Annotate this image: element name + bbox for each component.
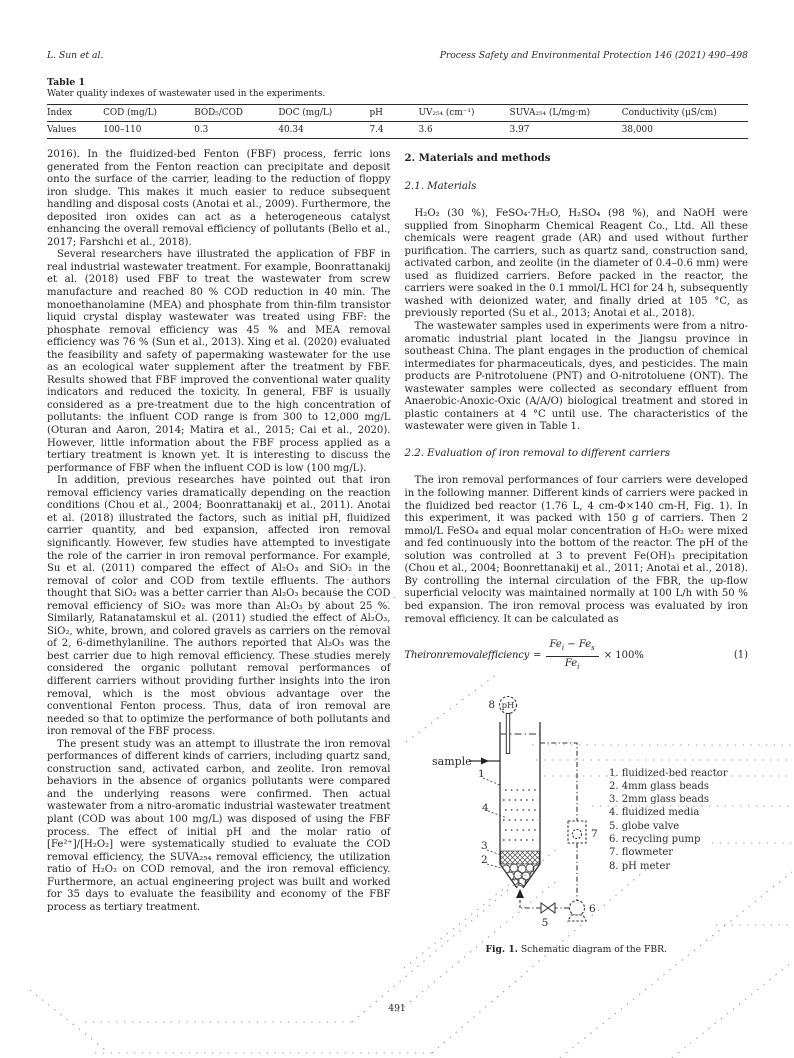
figure-caption-label: Fig. 1. [485,943,518,955]
callout-2: 2 [480,854,488,867]
callout-6: 6 [588,903,596,916]
table-caption: Water quality indexes of wastewater used in the experiments. [47,89,326,99]
paragraph: H₂O₂ (30 %), FeSO₄·7H₂O, H₂SO₄ (98 %), and NaOH were supplied from Sinopharm Chemical Reagent Co., Ltd. All these chemicals were reagent grade (AR) and used without further purification. The carriers, such as quartz sand, construction sand, activated carbon, and zeolite (in the diameter of 0.4–0.6 mm) were used as fluidized carriers. Before packed in the reactor, the carriers were soaked in the 0.1 mmol/L HCl for 24 h, subsequently washed with deionized water, and finally dried at 105 °C, as previously reported (Su et al., 2013; Anotai et al., 2018). [404,208,748,320]
figure-1 [405,695,749,956]
section-heading-materials-methods: 2. Materials and methods [404,152,551,164]
glass-beads-4mm [502,864,541,891]
recycling-pump-icon [568,901,586,922]
table-cell: 40.34 [278,125,304,135]
paragraph: The iron removal performances of four carriers were developed in the following manner. Different kinds of carriers were packed in the fluidized bed reactor (1.76 L, 4 cm-Φ×140 cm-H, Fig. 1). In this experiment, it was packed with 150 g of carriers. Then 2 mmol/L FeSO₄ and equal molar concentration of H₂O₂ were mixed and fed continuously into the bottom of the reactor. The pH of the solution was controlled at 3 to prevent Fe(OH)₃ precipitation (Chou et al., 2004; Boonrettanakij et al., 2011; Anotai et al., 2018). By controlling the internal circulation of the FBR, the up-flow superficial velocity was maintained normally at 100 L/h with 50 % bed expansion. The iron removal process was evaluated by iron removal efficiency. It can be calculated as [404,475,748,625]
col-header: Conductivity (μS/cm) [621,108,717,118]
globe-valve-icon [541,903,555,913]
callout-5: 5 [541,917,548,930]
table-cell: 7.4 [369,125,384,135]
ph-meter-icon [499,697,516,754]
figure-caption [405,944,749,957]
fbr-schematic-diagram [405,695,748,933]
running-head-author: L. Sun et al. [47,50,104,61]
paragraph: 2016). In the fluidized-bed Fenton (FBF) process, ferric ions generated from the Fenton reaction can precipitate and deposit onto the surface of the carrier, leading to the reduction of floppy iron sludge. This makes it much easier to reduce subsequent handling and disposal costs (Anotai et al., 2009). Furthermore, the deposited iron oxides can act as a heterogeneous catalyst enhancing the overall removal efficiency of pollutants (Bello et al., 2017; Farshchi et al., 2018). [47,149,391,248]
equals-sign: = [533,649,542,661]
paragraph: In addition, previous researches have pointed out that iron removal efficiency varies dramatically depending on the reaction conditions (Chou et al., 2004; Boonrattanakij et al., 2011). Anotai et al. (2018) illustrated the factors, such as initial pH, fluidized carrier quantity, and bed expansion, affected iron removal significantly. However, few studies have attempted to investigate the role of the carrier in iron removal performance. For example, Su et al. (2011) compared the effect of Al₂O₃ and SiO₂ in the removal of color and COD from textile effluents. The authors thought that SiO₂ was a better carrier than Al₂O₃ because the COD removal efficiency of SiO₂ was more than Al₂O₃ by about 25 %. Similarly, Ratanatamskul et al. (2011) studied the effect of Al₂O₃, SiO₂, white, brown, and colored gravels as carriers on the removal of 2, 6-dimethylaniline. The authors reported that Al₂O₃ was the best carrier due to high removal efficiency. These studies merely considered the organic pollutant removal performances of different carriers without providing further insights into the iron removal, which is the most obvious advantage over the conventional Fenton process. Thus, data of iron removal are needed so that to optimize the performance of both pollutants and iron removal of the FBF process. [47,475,391,738]
equation-1 [405,639,749,673]
fluidized-media [503,790,538,840]
callout-4: 4 [481,802,489,815]
sample-arrow [469,758,500,765]
article-body [47,149,748,956]
table-1-block [47,77,748,139]
col-header: UV₂₅₄ (cm⁻¹) [418,108,475,118]
col-header: COD (mg/L) [103,108,157,118]
equation-multiplier: × 100% [603,649,644,661]
col-header: pH [369,108,383,118]
fraction-denominator: $Fe_i$ [564,657,580,671]
figure-caption-text: Schematic diagram of the FBR. [520,943,667,955]
fraction-numerator: $Fe_i - Fe_s$ [546,639,599,657]
running-head [47,50,748,61]
glass-beads-2mm [500,851,539,864]
callout-3: 3 [480,840,488,853]
table-cell: 3.6 [418,125,433,135]
equation-lhs: Theironremovalefficiency [404,649,530,661]
flowmeter-icon [568,821,586,843]
ph-meter-label: pH [501,701,514,712]
equation-number: (1) [733,649,748,661]
left-column [47,149,391,956]
subsection-heading-evaluation: 2.2. Evaluation of iron removal to different carriers [404,447,671,459]
table-label: Table 1 [47,77,86,88]
col-header: DOC (mg/L) [278,108,333,118]
legend-item: 3. 2mm glass beads [608,794,709,806]
col-header: BOD₅/COD [194,108,244,118]
inlet-arrow [516,889,524,908]
water-quality-table [47,104,748,139]
legend-item: 7. flowmeter [608,847,673,859]
subsection-heading-materials: 2.1. Materials [404,180,477,192]
figure-legend [609,768,728,872]
running-head-journal: Process Safety and Environmental Protection 146 (2021) 490–498 [439,50,748,61]
table-cell: 0.3 [194,125,209,135]
page-number: 491 [388,1003,406,1014]
legend-item: 8. pH meter [608,861,670,873]
table-cell: 100–110 [103,125,142,135]
callout-1: 1 [477,768,485,781]
table-cell: 38,000 [621,125,653,135]
legend-item: 1. fluidized-bed reactor [608,768,728,780]
table-cell: 3.97 [509,125,530,135]
paragraph: The present study was an attempt to illustrate the iron removal performances of different kinds of carriers, including quartz sand, construction sand, activated carbon, and zeolite. Iron removal behaviors in the absence of organics pollutants were compared and the underlying reasons were confirmed. Then actual wastewater from a nitro-aromatic industrial wastewater treatment plant (COD was about 100 mg/L) was disposed of using the FBF process. The effect of initial pH and the molar ratio of [Fe²⁺]/[H₂O₂] were systematically studied to evaluate the COD removal efficiency, the SUVA₂₅₄ removal efficiency, the utilization ratio of H₂O₂ on COD removal, and the iron removal efficiency. Furthermore, an actual engineering project was built and worked for 35 days to evaluate the feasibility and economy of the FBF process as tertiary treatment. [47,738,391,913]
right-column [405,149,749,956]
callout-7: 7 [590,828,598,841]
table-cell: Values [47,125,77,135]
callout-8: 8 [487,699,495,712]
legend-item: 4. fluidized media [608,807,699,819]
col-header: SUVA₂₅₄ (L/mg·m) [509,108,591,118]
legend-item: 5. globe valve [608,821,679,833]
legend-item: 2. 4mm glass beads [608,781,709,793]
table-header-row [47,105,748,122]
paragraph: The wastewater samples used in experiments were from a nitro-aromatic industrial plant located in the Jiangsu province in southeast China. The plant engages in the production of chemical intermediates for pharmaceuticals, dyes, and pesticides. The main products are P-nitrotoluene (PNT) and O-nitrotoluene (ONT). The wastewater samples were collected as secondary effluent from Anaerobic-Anoxic-Oxic (A/A/O) biological treatment and stored in plastic containers at 4 °C until use. The characteristics of the wastewater were given in Table 1. [404,321,748,433]
col-header: Index [47,108,73,118]
table-row [47,122,748,139]
equation-fraction [546,639,599,673]
legend-item: 6. recycling pump [608,834,700,846]
sample-label: sample [431,755,472,769]
paragraph: Several researchers have illustrated the application of FBF in real industrial wastewater treatment. For example, Boonrattanakij et al. (2018) used FBF to treat the wastewater from screw manufacture and reached 80 % COD reduction in 40 min. The monoethanolamine (MEA) and phosphate from thin-film transistor liquid crystal display wastewater was treated using FBF: the phosphate removal efficiency was 45 % and MEA removal efficiency was 76 % (Sun et al., 2013). Xing et al. (2020) evaluated the feasibility and safety of papermaking wastewater for the use as an ecological water supplement after the treatment by FBF. Results showed that FBF improved the conventional water quality indicators and reduced the toxicity. In general, FBF is usually considered as a pre-treatment due to the high concentration of pollutants: the influent COD range is from 300 to 12,000 mg/L (Oturan and Aaron, 2014; Matira et al., 2015; Cai et al., 2020). However, little information about the FBF process applied as a tertiary treatment is known yet. It is interesting to discuss the performance of FBF when the influent COD is low (100 mg/L). [47,249,391,474]
